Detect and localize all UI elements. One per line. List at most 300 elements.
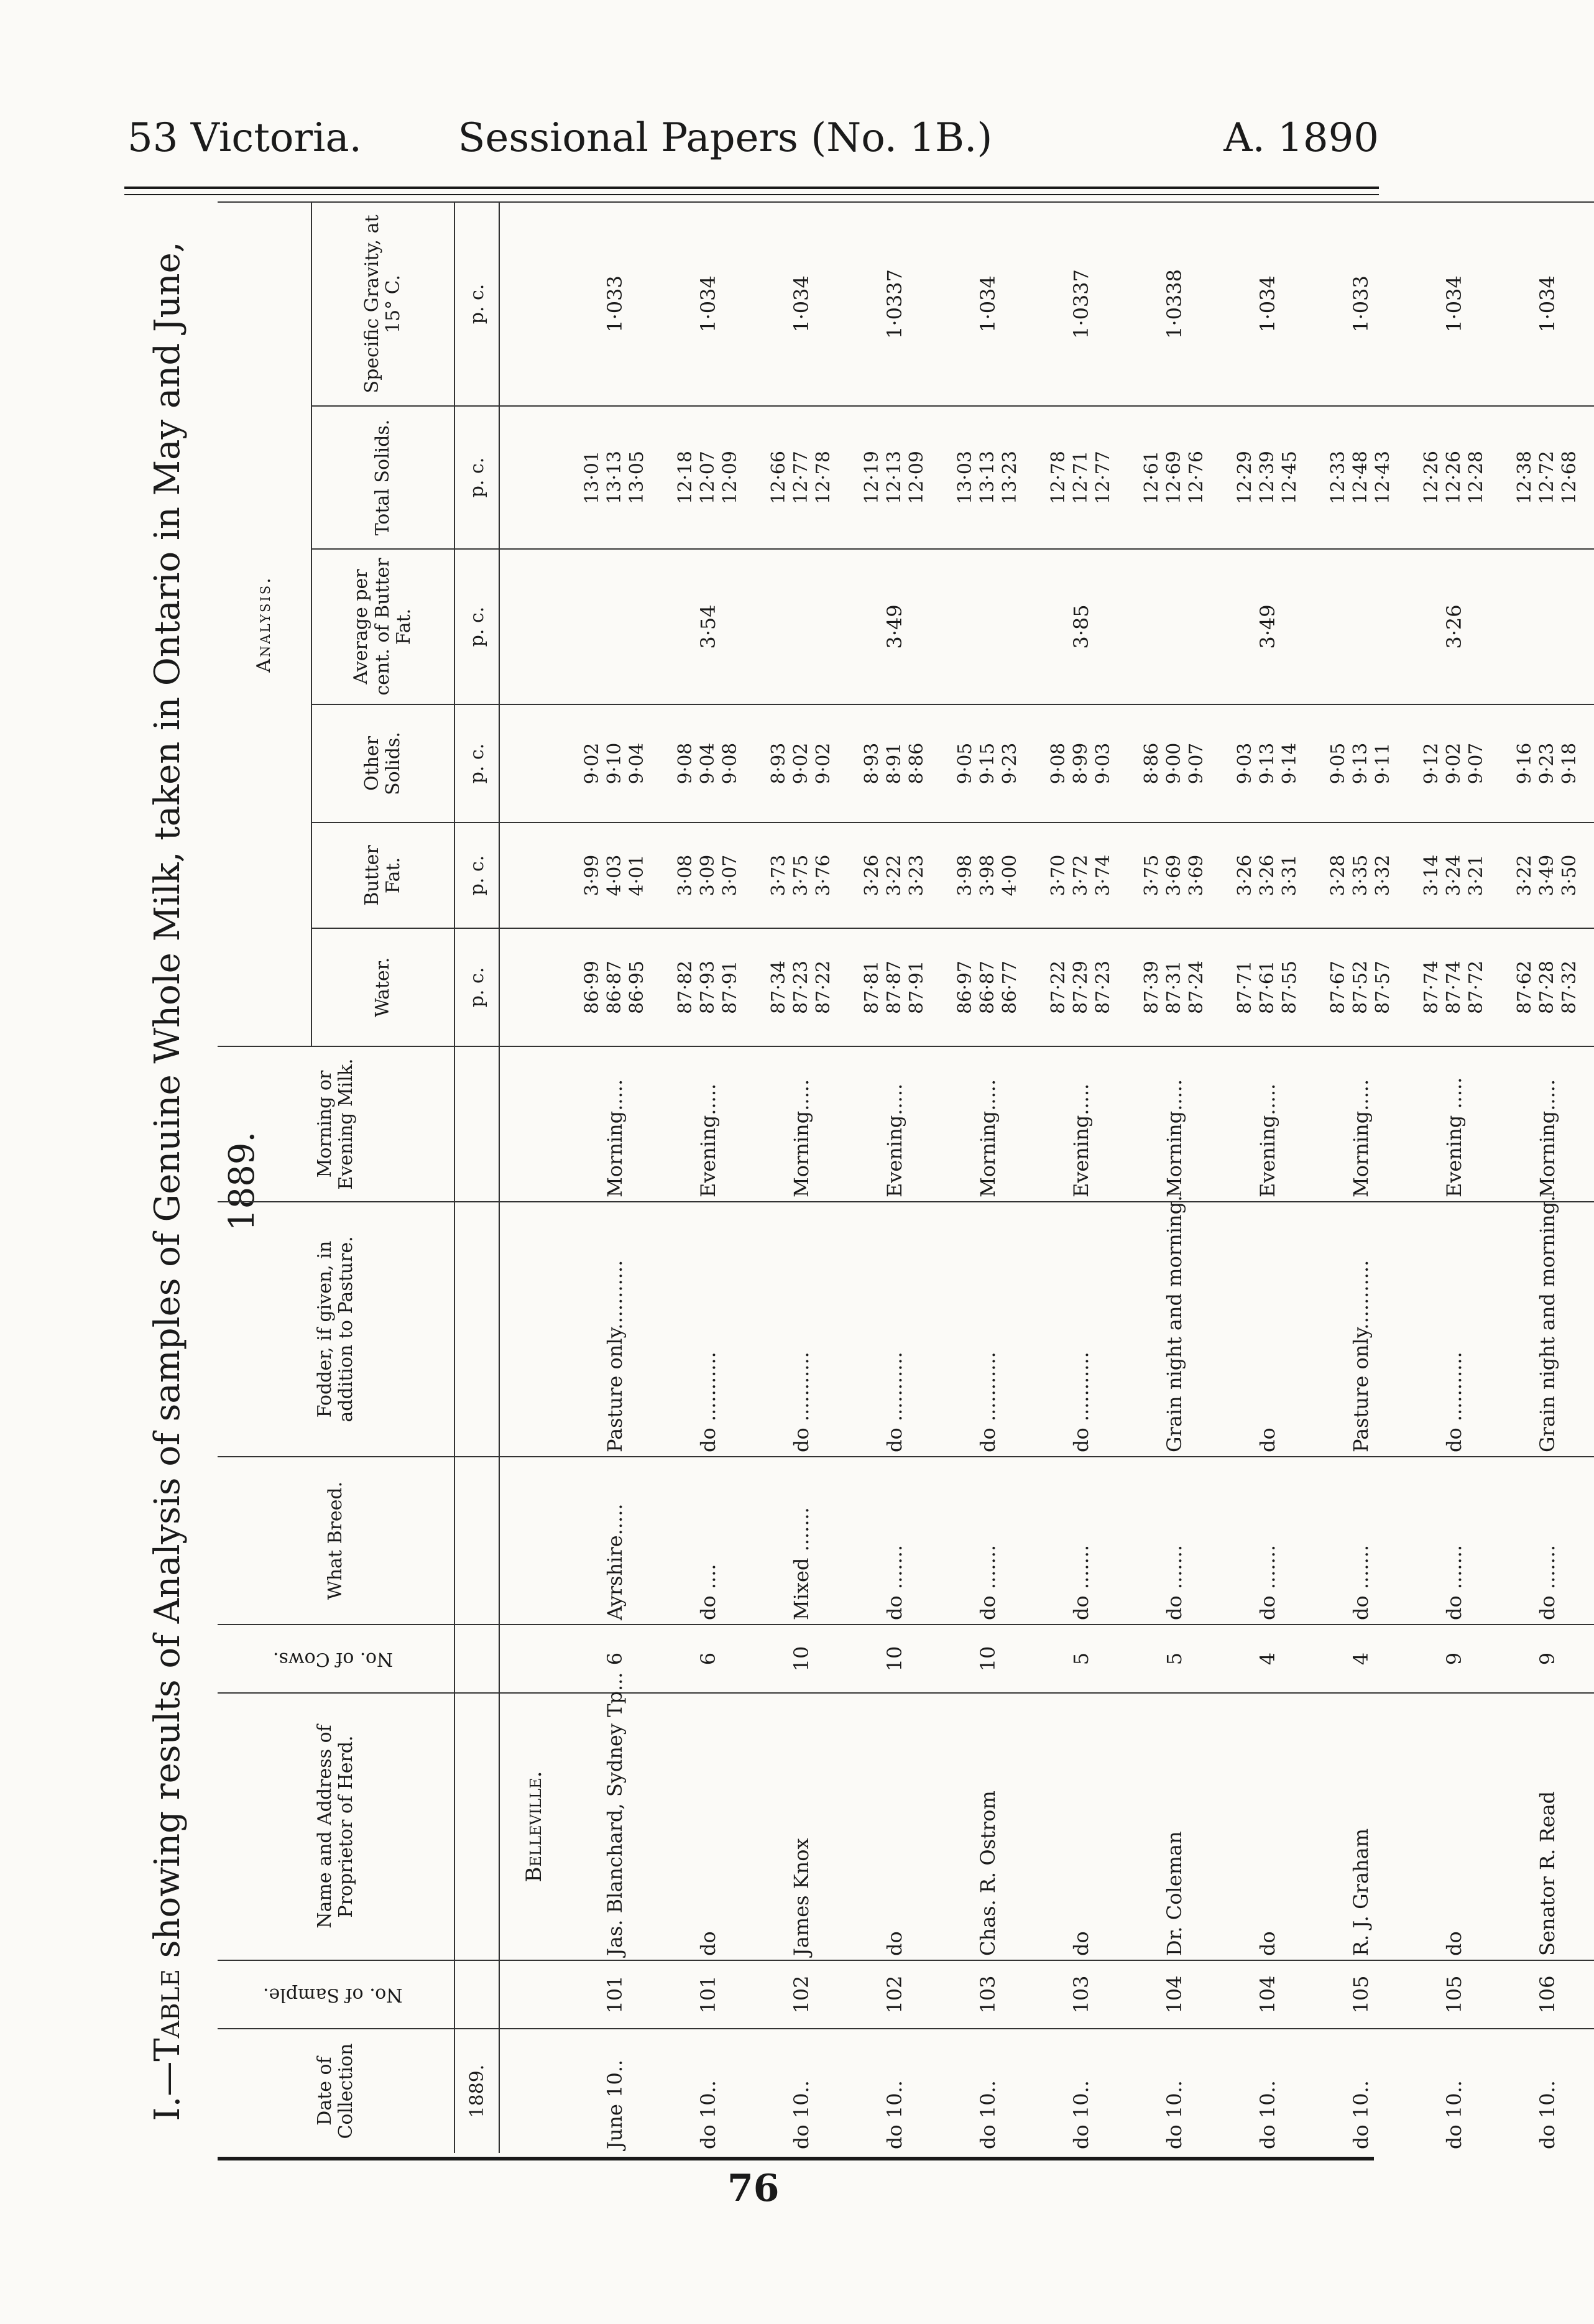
total-cell <box>568 406 661 549</box>
cows-cell: 9 <box>1407 1625 1501 1693</box>
breed-cell: do .... <box>661 1457 755 1625</box>
col-name: Name and Address of Proprietor of Herd. <box>218 1693 454 1960</box>
total-cell-value: 12·38 <box>1514 451 1536 504</box>
col-milking: Morning or Evening Milk. <box>218 1046 454 1202</box>
other-cell <box>1501 704 1594 823</box>
other-cell-value: 9·03 <box>1234 742 1256 785</box>
total-cell <box>755 406 848 549</box>
total-cell-value: 12·68 <box>1559 451 1580 504</box>
table-row <box>1034 202 1128 2153</box>
sample-cell: 101 <box>568 1960 661 2029</box>
breed-cell: do ....... <box>941 1457 1034 1625</box>
water-cell-value: 87·55 <box>1279 961 1301 1014</box>
fodder-cell: do ........... <box>1407 1202 1501 1457</box>
other-cell-value: 8·91 <box>883 742 905 785</box>
sample-cell: 104 <box>1128 1960 1221 2029</box>
fat-cell <box>1501 823 1594 928</box>
fat-cell-value: 3·98 <box>977 854 998 897</box>
table-left-rule <box>218 2157 1374 2160</box>
fat-cell <box>1128 823 1221 928</box>
water-cell-value: 87·24 <box>1186 961 1207 1014</box>
fat-cell-value: 3·75 <box>1141 854 1163 897</box>
fat-cell-value: 3·26 <box>1256 854 1278 897</box>
name-cell: do <box>661 1693 755 1960</box>
sg-cell: 1·0338 <box>1128 202 1221 406</box>
water-cell-value: 87·71 <box>1234 961 1256 1014</box>
water-cell-value: 87·74 <box>1443 961 1465 1014</box>
breed-cell: do ....... <box>1128 1457 1221 1625</box>
milking-cell: Morning..... <box>1314 1046 1407 1202</box>
date-cell: do 10.. <box>941 2029 1034 2153</box>
fat-cell-value: 3·23 <box>906 854 928 897</box>
col-butter-fat: Butter Fat. <box>311 823 454 928</box>
name-cell: James Knox <box>755 1693 848 1960</box>
total-cell-value: 12·77 <box>790 451 812 504</box>
cows-cell: 6 <box>661 1625 755 1693</box>
total-cell-value: 12·09 <box>719 451 741 504</box>
fat-cell <box>941 823 1034 928</box>
other-cell-value: 9·04 <box>697 742 719 785</box>
breed-cell: Mixed ....... <box>755 1457 848 1625</box>
milking-cell: Morning..... <box>568 1046 661 1202</box>
total-cell-value: 12·45 <box>1279 451 1301 504</box>
fat-cell-value: 3·08 <box>675 854 696 897</box>
water-cell-value: 87·91 <box>906 961 928 1014</box>
col-water: Water. <box>311 928 454 1046</box>
unit-total: p. c. <box>454 406 499 549</box>
total-cell <box>661 406 755 549</box>
fat-cell-value: 4·01 <box>626 854 648 897</box>
water-cell-value: 87·57 <box>1372 961 1394 1014</box>
other-cell <box>1407 704 1501 823</box>
table-row <box>1501 202 1594 2153</box>
fat-cell-value: 3·14 <box>1421 854 1442 897</box>
col-date: Date of Collection <box>218 2029 454 2153</box>
name-cell: do <box>1221 1693 1314 1960</box>
total-cell <box>941 406 1034 549</box>
other-cell-value: 9·02 <box>581 742 603 785</box>
page-number: 76 <box>727 2167 780 2210</box>
name-cell: Chas. R. Ostrom <box>941 1693 1034 1960</box>
unit-fat: p. c. <box>454 823 499 928</box>
milking-cell: Evening..... <box>661 1046 755 1202</box>
other-cell-value: 9·13 <box>1350 742 1371 785</box>
milking-cell: Evening..... <box>848 1046 941 1202</box>
water-cell-value: 87·74 <box>1421 961 1442 1014</box>
date-cell: do 10.. <box>848 2029 941 2153</box>
water-cell-value: 87·31 <box>1163 961 1185 1014</box>
other-cell-value: 9·05 <box>954 742 976 785</box>
rotated-table-block <box>131 202 1580 2160</box>
average-cell <box>755 549 848 704</box>
sample-cell: 103 <box>1034 1960 1128 2029</box>
caption-table-word: Table <box>147 1969 188 2062</box>
water-cell <box>1314 928 1407 1046</box>
breed-cell: do ....... <box>1407 1457 1501 1625</box>
other-cell-value: 9·11 <box>1372 742 1394 785</box>
average-cell <box>1314 549 1407 704</box>
other-cell-value: 9·16 <box>1514 742 1536 785</box>
fat-cell-value: 3·76 <box>813 854 834 897</box>
breed-cell: do ....... <box>1314 1457 1407 1625</box>
date-cell: do 10.. <box>1034 2029 1128 2153</box>
other-cell-value: 9·02 <box>1443 742 1465 785</box>
total-cell-value: 13·01 <box>581 451 603 504</box>
other-cell-value: 9·08 <box>719 742 741 785</box>
other-cell <box>848 704 941 823</box>
milking-cell: Morning..... <box>1501 1046 1594 1202</box>
average-cell <box>941 549 1034 704</box>
total-cell-value: 12·18 <box>675 451 696 504</box>
date-cell: June 10.. <box>568 2029 661 2153</box>
caption-text: showing results of Analysis of samples of Genuine Whole Milk, taken in Ontario in May and June, 1889. <box>147 241 262 1970</box>
other-cell <box>1314 704 1407 823</box>
average-cell <box>568 549 661 704</box>
fat-cell-value: 3·99 <box>581 854 603 897</box>
name-cell: Senator R. Read <box>1501 1693 1594 1960</box>
fat-cell-value: 3·07 <box>719 854 741 897</box>
date-cell: do 10.. <box>1221 2029 1314 2153</box>
col-specific-gravity: Specific Gravity, at 15° C. <box>311 202 454 406</box>
fat-cell-value: 3·70 <box>1048 854 1069 897</box>
average-cell: 3·85 <box>1034 549 1128 704</box>
total-cell-value: 12·78 <box>813 451 834 504</box>
water-cell-value: 87·91 <box>719 961 741 1014</box>
water-cell <box>568 928 661 1046</box>
fat-cell-value: 3·26 <box>1234 854 1256 897</box>
other-cell-value: 9·08 <box>1048 742 1069 785</box>
total-cell-value: 12·26 <box>1443 451 1465 504</box>
other-cell-value: 8·99 <box>1070 742 1092 785</box>
total-cell-value: 12·71 <box>1070 451 1092 504</box>
header-rule-thin <box>124 194 1379 195</box>
unit-other: p. c. <box>454 704 499 823</box>
total-cell-value: 12·78 <box>1048 451 1069 504</box>
total-cell-value: 13·23 <box>999 451 1021 504</box>
water-cell-value: 87·29 <box>1070 961 1092 1014</box>
total-cell-value: 12·19 <box>861 451 883 504</box>
table-row <box>661 202 755 2153</box>
water-cell-value: 87·23 <box>790 961 812 1014</box>
total-cell <box>848 406 941 549</box>
water-cell-value: 87·39 <box>1141 961 1163 1014</box>
unit-sg: p. c. <box>454 202 499 406</box>
other-cell-value: 9·10 <box>604 742 625 785</box>
date-cell: do 10.. <box>755 2029 848 2153</box>
total-cell <box>1034 406 1128 549</box>
total-cell <box>1314 406 1407 549</box>
other-cell <box>941 704 1034 823</box>
fat-cell <box>1034 823 1128 928</box>
milk-analysis-table <box>218 201 1594 2153</box>
fat-cell-value: 3·35 <box>1350 854 1371 897</box>
sg-cell: 1·033 <box>1314 202 1407 406</box>
breed-cell: Ayrshire..... <box>568 1457 661 1625</box>
date-cell: do 10.. <box>1501 2029 1594 2153</box>
total-cell-value: 12·39 <box>1256 451 1278 504</box>
col-cows <box>218 1625 454 1693</box>
water-cell-value: 86·95 <box>626 961 648 1014</box>
breed-cell: do ....... <box>1034 1457 1128 1625</box>
other-cell <box>1221 704 1314 823</box>
other-cell <box>568 704 661 823</box>
name-cell: Jas. Blanchard, Sydney Tp... <box>568 1693 661 1960</box>
other-cell-value: 9·23 <box>999 742 1021 785</box>
total-cell-value: 13·13 <box>604 451 625 504</box>
fat-cell-value: 3·26 <box>861 854 883 897</box>
average-cell: 3·49 <box>1221 549 1314 704</box>
total-cell <box>1501 406 1594 549</box>
sample-cell: 102 <box>848 1960 941 2029</box>
header-title: Sessional Papers (No. 1B.) <box>458 115 993 161</box>
fat-cell-value: 3·69 <box>1186 854 1207 897</box>
water-cell <box>1128 928 1221 1046</box>
table-row <box>755 202 848 2153</box>
sample-cell: 105 <box>1407 1960 1501 2029</box>
fodder-cell: do ........... <box>661 1202 755 1457</box>
fat-cell-value: 3·98 <box>954 854 976 897</box>
fat-cell-value: 3·31 <box>1279 854 1301 897</box>
fat-cell-value: 3·74 <box>1092 854 1114 897</box>
cows-cell: 10 <box>941 1625 1034 1693</box>
col-sample-no-label: No. of Sample. <box>263 1984 403 2006</box>
year-cell: 1889. <box>454 2029 499 2153</box>
other-cell-value: 8·86 <box>1141 742 1163 785</box>
fodder-cell: do ........... <box>1034 1202 1128 1457</box>
fat-cell <box>755 823 848 928</box>
water-cell-value: 87·61 <box>1256 961 1278 1014</box>
header-session: 53 Victoria. <box>127 115 362 161</box>
other-cell <box>1128 704 1221 823</box>
total-cell-value: 12·77 <box>1092 451 1114 504</box>
header-rule <box>124 187 1379 189</box>
other-cell-value: 9·03 <box>1092 742 1114 785</box>
col-total-solids: Total Solids. <box>311 406 454 549</box>
water-cell <box>755 928 848 1046</box>
cows-cell: 5 <box>1034 1625 1128 1693</box>
total-cell-value: 13·03 <box>954 451 976 504</box>
table-row <box>941 202 1034 2153</box>
water-cell-value: 87·87 <box>883 961 905 1014</box>
sg-cell: 1·033 <box>568 202 661 406</box>
table-row <box>1314 202 1407 2153</box>
total-cell-value: 12·29 <box>1234 451 1256 504</box>
water-cell-value: 86·87 <box>604 961 625 1014</box>
sg-cell: 1·034 <box>661 202 755 406</box>
fat-cell-value: 3·32 <box>1372 854 1394 897</box>
other-cell-value: 9·08 <box>675 742 696 785</box>
sg-cell: 1·0337 <box>1034 202 1128 406</box>
water-cell-value: 87·22 <box>1048 961 1069 1014</box>
water-cell-value: 87·67 <box>1327 961 1349 1014</box>
cows-cell: 10 <box>755 1625 848 1693</box>
fat-cell-value: 4·03 <box>604 854 625 897</box>
total-cell-value: 12·09 <box>906 451 928 504</box>
col-breed: What Breed. <box>218 1457 454 1625</box>
water-cell-value: 87·23 <box>1092 961 1114 1014</box>
milking-cell: Morning..... <box>1128 1046 1221 1202</box>
fat-cell-value: 3·21 <box>1465 854 1487 897</box>
col-fodder: Fodder, if given, in addition to Pasture. <box>218 1202 454 1457</box>
other-cell-value: 9·05 <box>1327 742 1349 785</box>
sample-cell: 105 <box>1314 1960 1407 2029</box>
fodder-cell: Grain night and morning. <box>1128 1202 1221 1457</box>
total-cell-value: 12·61 <box>1141 451 1163 504</box>
milking-cell: Morning..... <box>941 1046 1034 1202</box>
water-cell-value: 87·82 <box>675 961 696 1014</box>
other-cell-value: 9·12 <box>1421 742 1442 785</box>
total-cell-value: 12·48 <box>1350 451 1371 504</box>
unit-water: p. c. <box>454 928 499 1046</box>
fodder-cell: do ........... <box>848 1202 941 1457</box>
fat-cell-value: 3·09 <box>697 854 719 897</box>
sg-cell: 1·034 <box>1501 202 1594 406</box>
total-cell-value: 12·07 <box>697 451 719 504</box>
water-cell <box>1407 928 1501 1046</box>
name-cell: R. J. Graham <box>1314 1693 1407 1960</box>
fodder-cell: Grain night and morning. <box>1501 1202 1594 1457</box>
average-cell: 3·26 <box>1407 549 1501 704</box>
fat-cell-value: 3·69 <box>1163 854 1185 897</box>
total-cell-value: 12·33 <box>1327 451 1349 504</box>
fat-cell <box>661 823 755 928</box>
table-caption <box>131 202 262 2160</box>
page-header <box>0 0 1450 199</box>
other-cell-value: 9·02 <box>790 742 812 785</box>
other-cell-value: 9·07 <box>1465 742 1487 785</box>
name-cell: do <box>848 1693 941 1960</box>
milking-cell: Evening ..... <box>1407 1046 1501 1202</box>
fat-cell-value: 3·49 <box>1536 854 1558 897</box>
col-other-solids: Other Solids. <box>311 704 454 823</box>
water-cell-value: 87·93 <box>697 961 719 1014</box>
col-average: Average per cent. of Butter Fat. <box>311 549 454 704</box>
sg-cell: 1·034 <box>1407 202 1501 406</box>
water-cell-value: 87·52 <box>1350 961 1371 1014</box>
breed-cell: do ....... <box>1221 1457 1314 1625</box>
fat-cell-value: 3·24 <box>1443 854 1465 897</box>
water-cell-value: 87·81 <box>861 961 883 1014</box>
date-cell: do 10.. <box>1128 2029 1221 2153</box>
total-cell-value: 12·13 <box>883 451 905 504</box>
total-cell-value: 13·13 <box>977 451 998 504</box>
average-cell <box>1501 549 1594 704</box>
water-cell <box>1034 928 1128 1046</box>
other-cell-value: 9·13 <box>1256 742 1278 785</box>
other-cell <box>1034 704 1128 823</box>
cows-cell: 10 <box>848 1625 941 1693</box>
average-cell <box>1128 549 1221 704</box>
water-cell <box>1501 928 1594 1046</box>
table-frame <box>218 202 1580 2160</box>
fat-cell <box>1314 823 1407 928</box>
total-cell-value: 12·76 <box>1186 451 1207 504</box>
fat-cell <box>1407 823 1501 928</box>
units-row <box>454 202 499 2153</box>
water-cell-value: 87·62 <box>1514 961 1536 1014</box>
other-cell-value: 9·04 <box>626 742 648 785</box>
date-cell: do 10.. <box>1314 2029 1407 2153</box>
water-cell <box>848 928 941 1046</box>
cows-cell: 5 <box>1128 1625 1221 1693</box>
water-cell-value: 86·87 <box>977 961 998 1014</box>
total-cell <box>1128 406 1221 549</box>
breed-cell: do ....... <box>848 1457 941 1625</box>
section-belleville: Belleville. <box>499 1693 568 1960</box>
milking-cell: Evening..... <box>1034 1046 1128 1202</box>
other-cell-value: 9·02 <box>813 742 834 785</box>
water-cell-value: 87·28 <box>1536 961 1558 1014</box>
water-cell-value: 86·99 <box>581 961 603 1014</box>
other-cell-value: 9·14 <box>1279 742 1301 785</box>
total-cell <box>1407 406 1501 549</box>
other-cell-value: 8·93 <box>768 742 790 785</box>
other-cell-value: 9·23 <box>1536 742 1558 785</box>
total-cell-value: 13·05 <box>626 451 648 504</box>
col-analysis: Analysis. <box>218 202 311 1046</box>
milking-cell: Evening..... <box>1221 1046 1314 1202</box>
cows-cell: 4 <box>1314 1625 1407 1693</box>
total-cell-value: 12·72 <box>1536 451 1558 504</box>
date-cell: do 10.. <box>1407 2029 1501 2153</box>
table-row <box>568 202 661 2153</box>
sg-cell: 1·034 <box>941 202 1034 406</box>
water-cell <box>941 928 1034 1046</box>
average-cell: 3·54 <box>661 549 755 704</box>
breed-cell: do ....... <box>1501 1457 1594 1625</box>
fat-cell-value: 3·22 <box>883 854 905 897</box>
water-cell-value: 86·97 <box>954 961 976 1014</box>
sample-cell: 101 <box>661 1960 755 2029</box>
water-cell-value: 87·72 <box>1465 961 1487 1014</box>
fat-cell-value: 3·72 <box>1070 854 1092 897</box>
water-cell-value: 87·34 <box>768 961 790 1014</box>
water-cell-value: 87·32 <box>1559 961 1580 1014</box>
fat-cell <box>1221 823 1314 928</box>
other-cell-value: 8·93 <box>861 742 883 785</box>
name-cell: Dr. Coleman <box>1128 1693 1221 1960</box>
sample-cell: 102 <box>755 1960 848 2029</box>
average-cell: 3·49 <box>848 549 941 704</box>
sample-cell: 106 <box>1501 1960 1594 2029</box>
total-cell-value: 12·66 <box>768 451 790 504</box>
water-cell-value: 87·22 <box>813 961 834 1014</box>
name-cell: do <box>1407 1693 1501 1960</box>
header-year: A. 1890 <box>1223 115 1379 161</box>
other-cell-value: 9·00 <box>1163 742 1185 785</box>
fat-cell-value: 3·50 <box>1559 854 1580 897</box>
total-cell-value: 12·43 <box>1372 451 1394 504</box>
fat-cell-value: 3·28 <box>1327 854 1349 897</box>
fat-cell-value: 3·75 <box>790 854 812 897</box>
milking-cell: Morning..... <box>755 1046 848 1202</box>
total-cell-value: 12·26 <box>1421 451 1442 504</box>
other-cell-value: 9·18 <box>1559 742 1580 785</box>
col-cows-label: No. of Cows. <box>273 1648 394 1671</box>
other-cell <box>661 704 755 823</box>
unit-avg: p. c. <box>454 549 499 704</box>
table-row <box>1407 202 1501 2153</box>
cows-cell: 6 <box>568 1625 661 1693</box>
fat-cell <box>848 823 941 928</box>
col-sample-no <box>218 1960 454 2029</box>
sg-cell: 1·034 <box>1221 202 1314 406</box>
fodder-cell: Pasture only........... <box>568 1202 661 1457</box>
total-cell-value: 12·28 <box>1465 451 1487 504</box>
sg-cell: 1·0337 <box>848 202 941 406</box>
header-row-1 <box>218 202 311 2153</box>
water-cell-value: 86·77 <box>999 961 1021 1014</box>
